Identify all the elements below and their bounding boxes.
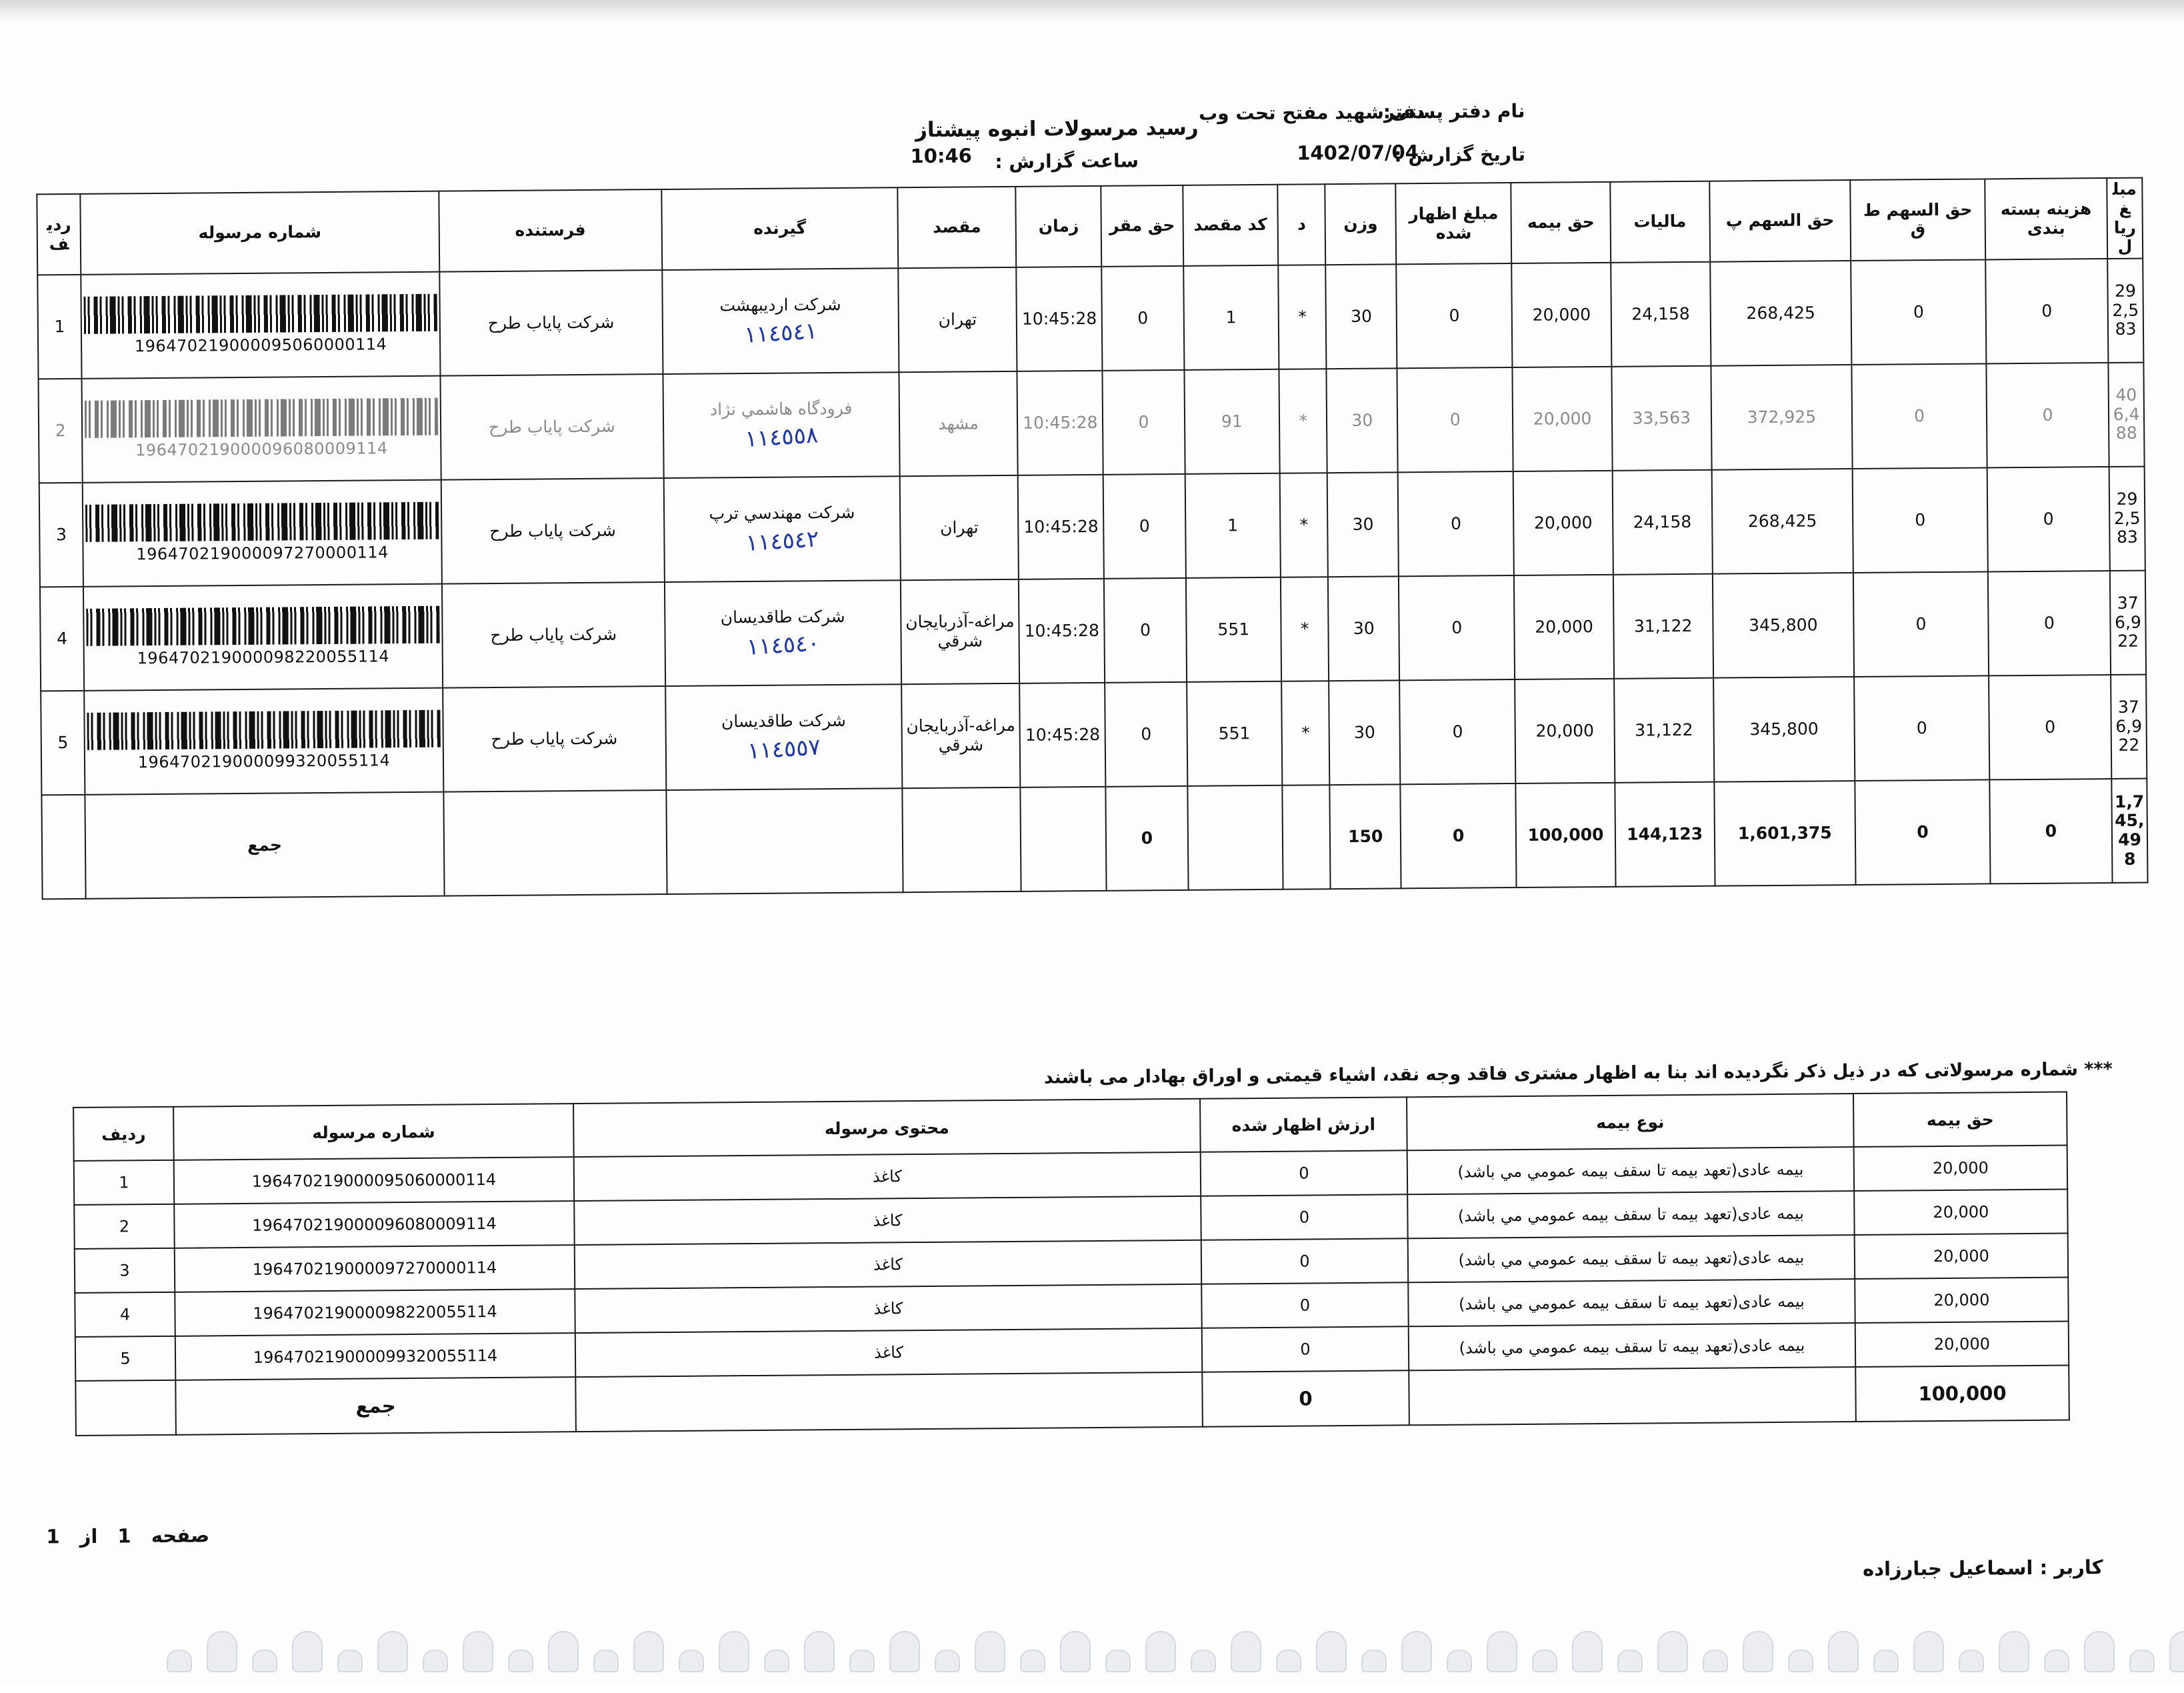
cell-declared: 0 bbox=[1397, 367, 1513, 472]
cell-dest-code: 1 bbox=[1183, 265, 1279, 370]
table-row bbox=[37, 259, 2143, 379]
report-time-value: 10:46 bbox=[910, 144, 973, 168]
col-packing: هزینه بسته بندی bbox=[1985, 178, 2107, 259]
cell-premium: 20,000 bbox=[1854, 1190, 2068, 1236]
cell-radif: 5 bbox=[41, 691, 85, 795]
barcode-number: 196470219000098220055114 bbox=[137, 647, 390, 668]
binder-hole-icon bbox=[764, 1650, 789, 1672]
receiver-name: فرودگاه هاشمي نژاد bbox=[709, 398, 853, 419]
cell-barcode-number: 196470219000098220055114 bbox=[175, 1289, 575, 1336]
cell-sender: شرکت پایاب طرح bbox=[439, 270, 663, 376]
binder-hole-icon bbox=[849, 1650, 875, 1672]
col-weight: وزن bbox=[1325, 183, 1397, 265]
cell-insurance-type: بیمه عادی(تعهد بیمه تا سقف بیمه عمومي مي باشد) bbox=[1407, 1191, 1854, 1238]
cell-haghe-moghar: 0 bbox=[1103, 370, 1185, 475]
cell-share-p: 268,425 bbox=[1711, 469, 1853, 574]
cell-content: کاغذ bbox=[575, 1328, 1202, 1377]
binder-hole-icon bbox=[463, 1631, 493, 1672]
col-destination: مقصد bbox=[897, 187, 1016, 268]
binder-hole-icon bbox=[1447, 1650, 1472, 1672]
cell-destination: مراغه-آذربایجان شرقي bbox=[901, 579, 1019, 684]
handwritten-note: ١١٤٥٤٠ bbox=[745, 629, 821, 661]
total-destination-empty bbox=[902, 787, 1021, 892]
cell-radif: 1 bbox=[37, 275, 82, 379]
cell-premium: 20,000 bbox=[1855, 1234, 2069, 1280]
receiver-name: شرکت اردیبهشت bbox=[719, 295, 841, 315]
cell-barcode-number: 196470219000096080009114 bbox=[174, 1201, 574, 1248]
cell-declared-value: 0 bbox=[1202, 1326, 1409, 1372]
cell-weight: 30 bbox=[1329, 680, 1400, 785]
page-word: صفحه bbox=[151, 1524, 210, 1548]
col-amount: مبلغ ریال bbox=[2107, 178, 2143, 259]
barcode-icon bbox=[85, 502, 439, 542]
binder-hole-icon bbox=[2044, 1650, 2069, 1672]
page-total: 1 bbox=[46, 1525, 60, 1548]
binder-hole-icon bbox=[1532, 1650, 1557, 1672]
cell-content: کاغذ bbox=[574, 1196, 1201, 1245]
binder-hole-icon bbox=[167, 1650, 192, 1672]
cell-packing: 0 bbox=[1989, 675, 2111, 779]
cell-tax: 31,122 bbox=[1614, 678, 1714, 783]
cell-premium: 20,000 bbox=[1855, 1322, 2069, 1368]
cell-tax: 24,158 bbox=[1611, 262, 1711, 367]
cell-tax: 31,122 bbox=[1613, 574, 1713, 679]
binder-hole-icon bbox=[207, 1631, 237, 1672]
binder-hole-icon bbox=[292, 1631, 323, 1672]
binder-hole-icon bbox=[804, 1631, 835, 1672]
cell-weight: 30 bbox=[1326, 264, 1397, 369]
table-row bbox=[38, 363, 2144, 483]
total-haghe-moghar: 0 bbox=[1106, 786, 1188, 891]
shipments-table bbox=[36, 177, 2148, 900]
cell-share-tgh: 0 bbox=[1854, 675, 1989, 781]
receiver-name: شرکت طاقدیسان bbox=[720, 606, 845, 627]
binder-hole-icon bbox=[548, 1631, 579, 1672]
table-row bbox=[40, 571, 2146, 691]
main-table-container bbox=[36, 177, 2148, 900]
cell-d: * bbox=[1279, 369, 1327, 473]
table-row bbox=[39, 467, 2145, 587]
binder-holes-strip bbox=[0, 1592, 2184, 1672]
col-share-p: حق السهم پ bbox=[1709, 180, 1851, 262]
cell-time: 10:45:28 bbox=[1016, 267, 1102, 371]
report-date-label: تاریخ گزارش : bbox=[1394, 143, 1526, 167]
barcode-number: 196470219000095060000114 bbox=[134, 335, 387, 356]
cell-d: * bbox=[1281, 577, 1329, 681]
col-receiver: گیرنده bbox=[661, 187, 898, 270]
col-content: محتوی مرسوله bbox=[573, 1099, 1201, 1157]
binder-hole-icon bbox=[1191, 1650, 1216, 1672]
handwritten-note: ١١٤٥٤٢ bbox=[745, 525, 820, 557]
cell-barcode-number: 196470219000095060000114 bbox=[174, 1157, 574, 1204]
user-name: اسماعیل جبارزاده bbox=[1862, 1556, 2033, 1580]
cell-barcode bbox=[83, 480, 442, 587]
cell-receiver bbox=[665, 580, 901, 686]
cell-share-tgh: 0 bbox=[1852, 363, 1987, 469]
cell-dest-code: 551 bbox=[1187, 681, 1283, 786]
binder-hole-icon bbox=[2169, 1631, 2184, 1672]
total-dest-code-empty bbox=[1187, 785, 1283, 890]
cell-radif: 5 bbox=[75, 1336, 176, 1381]
cell-destination: مراغه-آذربایجان شرقي bbox=[901, 683, 1020, 788]
cell-share-tgh: 0 bbox=[1853, 571, 1989, 677]
total-radif-empty bbox=[41, 795, 86, 900]
binder-hole-icon bbox=[1145, 1631, 1176, 1672]
barcode-number: 196470219000097270000114 bbox=[136, 543, 389, 564]
cell-barcode bbox=[84, 688, 443, 795]
binder-hole-icon bbox=[1231, 1631, 1261, 1672]
cell-insurance: 20,000 bbox=[1513, 471, 1613, 575]
cell-declared: 0 bbox=[1398, 471, 1514, 576]
col-dest-code: کد مقصد bbox=[1183, 185, 1278, 266]
barcode-icon bbox=[86, 606, 439, 646]
cell-amount: 292,583 bbox=[2107, 259, 2143, 363]
insurance-table-container bbox=[101, 1092, 2070, 1436]
col-barcode: شماره مرسوله bbox=[81, 191, 439, 275]
binder-hole-icon bbox=[1828, 1631, 1859, 1672]
col-insurance: حق بیمه bbox=[1511, 182, 1611, 263]
cell-insurance: 20,000 bbox=[1515, 679, 1615, 783]
cell-share-p: 268,425 bbox=[1710, 261, 1852, 366]
cell-weight: 30 bbox=[1327, 472, 1399, 577]
total-share-tgh: 0 bbox=[1855, 779, 1991, 885]
cell-insurance-type: بیمه عادی(تعهد بیمه تا سقف بیمه عمومي مي باشد) bbox=[1407, 1147, 1854, 1194]
total-declared: 0 bbox=[1401, 783, 1517, 888]
report-date-value: 1402/07/04 bbox=[1297, 141, 1419, 165]
cell-packing: 0 bbox=[1986, 363, 2109, 467]
col-declared: مبلغ اظهار شده bbox=[1395, 183, 1511, 264]
binder-hole-icon bbox=[719, 1631, 749, 1672]
cell-barcode bbox=[81, 272, 441, 379]
cell-haghe-moghar: 0 bbox=[1104, 578, 1186, 683]
barcode-icon bbox=[85, 398, 438, 438]
cell-receiver bbox=[665, 684, 902, 790]
binder-hole-icon bbox=[2129, 1650, 2155, 1672]
cell-insurance-type: بیمه عادی(تعهد بیمه تا سقف بیمه عمومي مي باشد) bbox=[1408, 1279, 1855, 1326]
cell-share-tgh: 0 bbox=[1851, 259, 1986, 365]
binder-hole-icon bbox=[1743, 1631, 1773, 1672]
binder-hole-icon bbox=[1276, 1650, 1301, 1672]
cell-packing: 0 bbox=[1987, 467, 2109, 571]
report-time-label: ساعت گزارش : bbox=[995, 149, 1139, 173]
binder-hole-icon bbox=[975, 1631, 1005, 1672]
total-amount: 1,745,498 bbox=[2111, 779, 2147, 883]
col-barcode-2: شماره مرسوله bbox=[173, 1104, 574, 1160]
cell-share-tgh: 0 bbox=[1853, 467, 1988, 573]
binder-hole-icon bbox=[1361, 1650, 1387, 1672]
barcode-number: 196470219000099320055114 bbox=[137, 751, 391, 772]
cell-destination: تهران bbox=[898, 267, 1017, 372]
binder-hole-icon bbox=[1401, 1631, 1432, 1672]
binder-hole-icon bbox=[2084, 1631, 2115, 1672]
total-d-empty bbox=[1282, 785, 1330, 890]
barcode-icon bbox=[87, 710, 441, 750]
col-sender: فرستنده bbox=[439, 189, 662, 272]
binder-hole-icon bbox=[935, 1650, 960, 1672]
cell-dest-code: 91 bbox=[1184, 369, 1280, 474]
total-receiver-empty bbox=[666, 788, 903, 894]
col-share-tgh: حق السهم ط ق bbox=[1851, 179, 1986, 261]
cell-destination: تهران bbox=[900, 475, 1019, 580]
report-title: رسید مرسولات انبوه پیشتاز bbox=[915, 115, 1199, 143]
cell-premium: 20,000 bbox=[1854, 1146, 2068, 1192]
cell-content: کاغذ bbox=[575, 1240, 1201, 1289]
binder-hole-icon bbox=[377, 1631, 408, 1672]
cell-tax: 33,563 bbox=[1611, 366, 1711, 471]
cell-weight: 30 bbox=[1327, 368, 1398, 473]
cell-declared-value: 0 bbox=[1201, 1282, 1409, 1328]
cell-amount: 376,922 bbox=[2110, 571, 2146, 675]
total-declared-value: 0 bbox=[1202, 1370, 1409, 1426]
office-label: نام دفتر پستی: bbox=[1383, 99, 1525, 123]
table-row bbox=[41, 675, 2147, 795]
cell-barcode-number: 196470219000099320055114 bbox=[175, 1333, 575, 1380]
cell-radif: 3 bbox=[39, 483, 84, 587]
binder-hole-icon bbox=[1913, 1631, 1944, 1672]
cell-sender: شرکت پایاب طرح bbox=[440, 374, 663, 480]
cell-insurance: 20,000 bbox=[1514, 575, 1614, 679]
col-radif-2: ردیف bbox=[73, 1107, 174, 1161]
receiver-name: شرکت طاقدیسان bbox=[721, 710, 847, 731]
cell-declared-value: 0 bbox=[1201, 1238, 1409, 1284]
binder-hole-icon bbox=[337, 1650, 363, 1672]
cell-d: * bbox=[1280, 473, 1328, 577]
binder-hole-icon bbox=[1617, 1650, 1643, 1672]
cell-share-p: 345,800 bbox=[1713, 677, 1855, 782]
cell-dest-code: 1 bbox=[1185, 473, 1281, 578]
col-radif: ردیف bbox=[37, 194, 81, 275]
total-packing: 0 bbox=[1989, 779, 2112, 884]
cell-radif: 1 bbox=[74, 1160, 175, 1205]
col-declared-value: ارزش اظهار شده bbox=[1200, 1097, 1407, 1152]
cell-time: 10:45:28 bbox=[1017, 371, 1103, 475]
total-tax: 144,123 bbox=[1615, 782, 1715, 887]
cell-amount: 376,922 bbox=[2111, 675, 2147, 779]
col-tax: مالیات bbox=[1610, 181, 1710, 263]
binder-hole-icon bbox=[1703, 1650, 1728, 1672]
cell-amount: 406,488 bbox=[2108, 363, 2144, 467]
page-current: 1 bbox=[117, 1524, 131, 1548]
total-radif-empty bbox=[75, 1380, 176, 1436]
table-total-row bbox=[41, 779, 2147, 900]
cell-insurance: 20,000 bbox=[1513, 367, 1613, 471]
office-value: دفترشهید مفتح تحت وب bbox=[1198, 101, 1425, 125]
declaration-note: *** شماره مرسولاتی که در ذیل ذکر نگردیده اند بنا به اظهار مشتری فاقد وجه نقد، اشیاء قیمتی و اوراق بهادار می باشند bbox=[1043, 1058, 2113, 1088]
cell-sender: شرکت پایاب طرح bbox=[443, 686, 666, 792]
cell-radif: 4 bbox=[75, 1292, 175, 1337]
cell-sender: شرکت پایاب طرح bbox=[441, 478, 665, 584]
cell-insurance-type: بیمه عادی(تعهد بیمه تا سقف بیمه عمومي مي باشد) bbox=[1408, 1235, 1855, 1282]
col-haghe-moghar: حق مقر bbox=[1101, 185, 1183, 267]
cell-d: * bbox=[1281, 681, 1329, 785]
page-of-word: از bbox=[79, 1524, 98, 1548]
total-content-empty bbox=[575, 1372, 1203, 1432]
cell-receiver bbox=[662, 268, 899, 374]
receiver-name: شرکت مهندسي ترپ bbox=[709, 502, 855, 523]
total-insurance: 100,000 bbox=[1516, 783, 1616, 888]
binder-hole-icon bbox=[423, 1650, 448, 1672]
cell-time: 10:45:28 bbox=[1018, 475, 1104, 579]
col-time: زمان bbox=[1015, 186, 1101, 267]
total-sender-empty bbox=[443, 790, 667, 896]
total-share-p: 1,601,375 bbox=[1714, 781, 1856, 886]
cell-receiver bbox=[663, 372, 899, 478]
cell-declared: 0 bbox=[1399, 679, 1515, 784]
cell-radif: 3 bbox=[75, 1248, 175, 1293]
cell-radif: 4 bbox=[40, 587, 85, 691]
cell-dest-code: 551 bbox=[1185, 577, 1281, 682]
user-label: کاربر : bbox=[2039, 1556, 2103, 1579]
cell-share-p: 345,800 bbox=[1712, 573, 1854, 678]
binder-hole-icon bbox=[889, 1631, 920, 1672]
insurance-total-label: جمع bbox=[175, 1377, 576, 1435]
cell-tax: 24,158 bbox=[1613, 470, 1713, 575]
binder-hole-icon bbox=[1873, 1650, 1899, 1672]
handwritten-note: ١١٤٥٤١ bbox=[743, 317, 818, 349]
binder-hole-icon bbox=[1060, 1631, 1091, 1672]
cell-insurance-type: بیمه عادی(تعهد بیمه تا سقف بیمه عمومي مي باشد) bbox=[1409, 1323, 1855, 1370]
cell-haghe-moghar: 0 bbox=[1103, 474, 1185, 579]
binder-hole-icon bbox=[1487, 1631, 1517, 1672]
cell-packing: 0 bbox=[1985, 259, 2108, 363]
barcode-icon bbox=[84, 294, 437, 334]
binder-hole-icon bbox=[1657, 1631, 1688, 1672]
binder-hole-icon bbox=[1105, 1650, 1131, 1672]
cell-d: * bbox=[1278, 265, 1326, 369]
insurance-table bbox=[73, 1092, 2070, 1436]
cell-premium: 20,000 bbox=[1855, 1278, 2069, 1324]
binder-hole-icon bbox=[508, 1650, 533, 1672]
cell-destination: مشهد bbox=[899, 371, 1017, 476]
user-line bbox=[1863, 1556, 2103, 1580]
total-label: جمع bbox=[85, 792, 445, 899]
cell-weight: 30 bbox=[1328, 576, 1399, 681]
cell-radif: 2 bbox=[38, 379, 83, 483]
cell-haghe-moghar: 0 bbox=[1102, 266, 1184, 371]
cell-receiver bbox=[663, 476, 900, 582]
cell-time: 10:45:28 bbox=[1019, 579, 1105, 683]
binder-hole-icon bbox=[593, 1650, 619, 1672]
cell-declared: 0 bbox=[1396, 263, 1512, 368]
cell-barcode bbox=[82, 376, 441, 483]
cell-share-p: 372,925 bbox=[1711, 365, 1853, 470]
cell-content: کاغذ bbox=[574, 1152, 1201, 1201]
binder-hole-icon bbox=[1572, 1631, 1603, 1672]
col-premium: حق بیمه bbox=[1853, 1092, 2067, 1148]
cell-declared-value: 0 bbox=[1201, 1194, 1408, 1240]
barcode-number: 196470219000096080009114 bbox=[135, 439, 388, 460]
total-weight: 150 bbox=[1330, 784, 1401, 889]
binder-hole-icon bbox=[1999, 1631, 2029, 1672]
binder-hole-icon bbox=[1316, 1631, 1347, 1672]
cell-amount: 292,583 bbox=[2109, 467, 2145, 571]
cell-haghe-moghar: 0 bbox=[1105, 682, 1187, 787]
binder-hole-icon bbox=[1788, 1650, 1813, 1672]
col-d: د bbox=[1277, 184, 1325, 265]
binder-hole-icon bbox=[633, 1631, 664, 1672]
binder-hole-icon bbox=[679, 1650, 704, 1672]
binder-hole-icon bbox=[1959, 1650, 1984, 1672]
handwritten-note: ١١٤٥٥٧ bbox=[746, 733, 821, 765]
cell-packing: 0 bbox=[1988, 571, 2111, 675]
cell-radif: 2 bbox=[74, 1204, 175, 1249]
cell-sender: شرکت پایاب طرح bbox=[442, 582, 665, 688]
cell-time: 10:45:28 bbox=[1019, 683, 1105, 787]
page-indicator bbox=[39, 1524, 216, 1548]
cell-declared: 0 bbox=[1399, 575, 1515, 680]
binder-hole-icon bbox=[1020, 1650, 1045, 1672]
cell-insurance: 20,000 bbox=[1511, 263, 1611, 367]
total-time-empty bbox=[1020, 787, 1106, 892]
col-insurance-type: نوع بیمه bbox=[1407, 1094, 1854, 1150]
total-premium: 100,000 bbox=[1855, 1366, 2069, 1422]
cell-barcode-number: 196470219000097270000114 bbox=[175, 1245, 575, 1292]
binder-hole-icon bbox=[252, 1650, 277, 1672]
total-insurance-type-empty bbox=[1409, 1367, 1856, 1425]
cell-content: کاغذ bbox=[575, 1284, 1201, 1333]
handwritten-note: ١١٤٥٥٨ bbox=[744, 421, 819, 453]
cell-declared-value: 0 bbox=[1201, 1150, 1408, 1196]
cell-barcode bbox=[83, 584, 443, 691]
